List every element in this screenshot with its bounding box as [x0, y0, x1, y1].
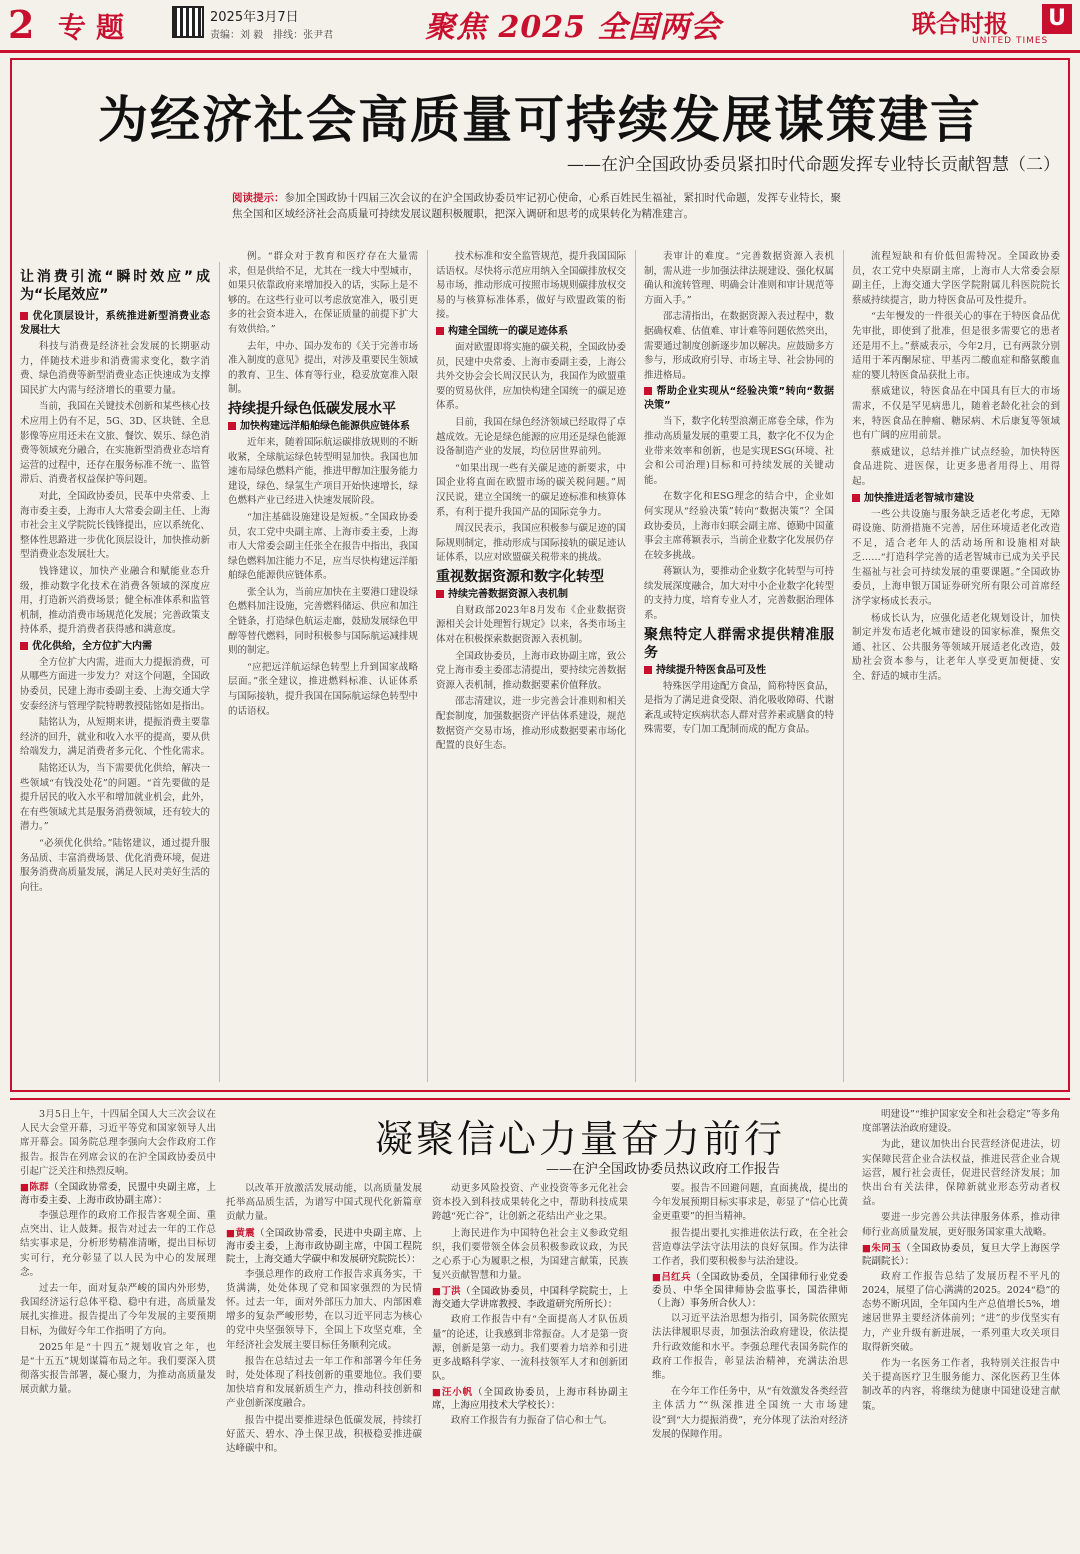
- paragraph: 政府工作报告有力振奋了信心和士气。: [451, 1415, 613, 1427]
- story1-column-4: [644, 250, 834, 1082]
- paragraph: “去年慢发的一件很关心的事在于特医食品优先审批，即使到了批准，但是很多需要它的患者还是用不上。”蔡威表示，今年2月，已有两款分别适用于苯丙酮尿症、甲基丙二酸血症和酪氨酸血症的婴儿特医食品获批上市。: [852, 311, 1060, 381]
- column-divider: [635, 250, 636, 1082]
- speaker-name: ■朱同玉: [862, 1242, 902, 1254]
- paragraph: “如果出现一些有关碳足迹的新要求，中国企业将直面在欧盟市场的碳关税问题。”周汉民说，建立全国统一的碳足迹标准和核算体系，有利于提升我国产品的国际竞争力。: [436, 462, 626, 518]
- column-divider: [219, 262, 220, 1082]
- paragraph: 以改革开放激活发展动能，以高质量发展托举高品质生活，为谱写中国式现代化新篇章贡献力量。: [226, 1183, 422, 1223]
- paragraph: 上海民进作为中国特色社会主义参政党组织，我们要带领全体会员积极参政议政，为民之心系于心为履职之根，为国建言献策，民族复兴贡献智慧和力量。: [432, 1227, 628, 1282]
- speaker-title: （全国政协委员，复旦大学上海医学院副院长）：: [862, 1242, 1060, 1267]
- section-title: 专题: [58, 11, 135, 44]
- subheading: 加快推进适老智城市建设: [852, 492, 1060, 506]
- story2-column-5: [862, 1108, 1060, 1548]
- paragraph: 以习近平法治思想为指引，国务院依照宪法法律履职尽责，加强法治政府建设，依法提升行政效能和水平。李强总理代表国务院作的政府工作报告，彰显法治精神，充满法治思维。: [652, 1313, 848, 1382]
- newspaper-brand-en: UNITED TIMES: [972, 36, 1049, 46]
- story2-column-2: [226, 1182, 422, 1548]
- story1-subtitle: ——在沪全国政协委员紧扣时代命题发挥专业特长贡献智慧（二）: [567, 155, 1060, 175]
- section-heading: 聚焦特定人群需求提供精准服务: [644, 626, 834, 661]
- section-divider: [10, 1098, 1070, 1100]
- qr-code-icon: [172, 6, 204, 38]
- paragraph: 李强总理作的政府工作报告客观全面、重点突出、让人鼓舞。报告对过去一年的工作总结实事求是，分析形势精准清晰，提出目标切实可行，充分彰显了以人民为中心的发展理念。: [20, 1210, 216, 1278]
- paragraph: 一些公共设施与服务缺乏适老化考虑，无障碍设施、防滑措施不完善，居住环境适老化改造不足，适合老年人的活动场所和设施相对缺乏……“打造科学完善的适老智城市已成为关乎民生福祉与社会可持续发展的重要课题。”全国政协委员，上海申银万国证券研究所有限公司首席经济学家杨成长表示。: [852, 508, 1060, 608]
- paragraph: “加注基础设施建设是短板。”全国政协委员，农工党中央副主席、上海市委主委，上海市人大常委会副主任张全在报告中指出，我国绿色燃料加注能力不足，应当尽快构建远洋船舶绿色能源供应链体系。: [228, 511, 418, 582]
- paragraph: 对此，全国政协委员，民革中央常委、上海市委主委，上海市人大常委会副主任、上海市社会主义学院院长钱锋提出，应以系统化、整体性思路进一步优化顶层设计，加快推动新型消费业态发展壮大。: [20, 490, 210, 561]
- paragraph: 3月5日上午，十四届全国人大三次会议在人民大会堂开幕，习近平等党和国家领导人出席开幕会。国务院总理李强向大会作政府工作报告。报告在列席会议的在沪全国政协委员中引起广泛关注和热烈反响。: [20, 1109, 216, 1177]
- story1-title: 为经济社会高质量可持续发展谋策建言: [98, 91, 982, 149]
- paragraph: 钱锋建议，加快产业融合和赋能业态升级，推动数字化技术在消费各领域的深度应用，打造新兴消费场景；健全标准体系和监管机制，推动消费市场规范化发展；完善政策支持体系，提升消费者获得感和满意度。: [20, 565, 210, 636]
- speaker-byline: [432, 1285, 628, 1311]
- speaker-title: （全国政协常委，民盟中央副主席，上海市委主委、上海市政协副主席）：: [20, 1182, 216, 1207]
- paragraph: 动更多风险投资、产业投资等多元化社会资本投入到科技成果转化之中，帮助科技成果跨越“死亡谷”，让创新之花结出产业之果。: [432, 1183, 628, 1223]
- subheading: 持续提升特医食品可及性: [644, 664, 834, 678]
- paragraph: 报告在总结过去一年工作和部署今年任务时，处处体现了科技创新的重要地位。我们要加快培育和发展新质生产力，推动科技创新和产业创新深度融合。: [226, 1355, 422, 1410]
- paragraph: 蒋颖认为，要推动企业数字化转型与可持续发展深度融合，加大对中小企业数字化转型的支持力度，培育专业人才，完善数据治理体系。: [644, 566, 834, 622]
- paragraph: 全方位扩大内需，进而大力提振消费，可从哪些方面进一步发力？对这个问题，全国政协委员，民建上海市委副主委、上海交通大学安泰经济与管理学院特聘教授陆铭如是指出。: [20, 656, 210, 712]
- paragraph: 邵志清指出，在数据资源入表过程中，数据确权难、估值难、审计难等问题依然突出，需要通过制度创新逐步加以解决。应鼓励多方参与，形成政府引导、市场主导、社会协同的推进格局。: [644, 311, 834, 381]
- paragraph: 张全认为，当前应加快在主要港口建设绿色燃料加注设施，完善燃料储运、供应和加注全链条，打造绿色航运走廊，鼓励发展绿色甲醇等替代燃料，同时积极参与国际航运减排规则的制定。: [228, 586, 418, 657]
- story1-column-1: [20, 262, 210, 1082]
- paragraph: “必须优化供给。”陆铭建议，通过提升服务品质、丰富消费场景、优化消费环境，促进服务消费高质量发展，满足人民对美好生活的向往。: [20, 838, 210, 893]
- paragraph: 报告提出要扎实推进依法行政，在全社会营造尊法学法守法用法的良好氛围。作为法律工作者，我们要积极参与法治建设。: [652, 1227, 848, 1268]
- story2-column-3: [432, 1182, 628, 1548]
- paragraph: 政府工作报告中有“全面提高人才队伍质量”的论述，让我感到非常振奋。人才是第一资源，创新是第一动力。我们要着力培养和引进更多战略科学家、一流科技领军人才和创新团队。: [432, 1314, 628, 1383]
- paragraph: 过去一年，面对复杂严峻的国内外形势，我国经济运行总体平稳、稳中有进，高质量发展扎实推进。报告提出了今年发展的主要预期目标，为做好今年工作指明了方向。: [20, 1283, 216, 1337]
- speaker-name: ■丁洪: [432, 1286, 462, 1298]
- paragraph: 在今年工作任务中，从“有效激发各类经营主体活力”“纵深推进全国统一大市场建设”到“大力提振消费”，充分体现了法治对经济发展的保障作用。: [652, 1386, 848, 1440]
- paragraph: 蔡威建议，总结并推广试点经验，加快特医食品进院、进医保，让更多患者用得上、用得起。: [852, 446, 1060, 487]
- story1-column-5: [852, 250, 1060, 1082]
- paragraph: 科技与消费是经济社会发展的长期驱动力，伴随技术进步和消费需求变化，数字消费、绿色消费等新型消费业态正快速成为支撑国民扩大内需与经济增长的重要力量。: [20, 341, 210, 396]
- paragraph: 当前，我国在关键技术创新和某些核心技术应用上仍有不足，5G、3D、区块链、全息影像等应用还未在文旅、餐饮、娱乐、绿色消费等领域充分融合，在实施新型消费业态培育运营的过程中，还存在服务标准不统一、监管滞后、消费者权益保护等问题。: [20, 401, 210, 486]
- paragraph: 特殊医学用途配方食品，简称特医食品，是指为了满足进食受限、消化吸收障碍、代谢紊乱或特定疾病状态人群对营养素或膳食的特殊需要，专门加工配制而成的配方食品。: [644, 680, 834, 736]
- paragraph: 自财政部2023年8月发布《企业数据资源相关会计处理暂行规定》以来，各类市场主体对在积极探索数据资源入表机制。: [436, 604, 626, 646]
- subheading: 构建全国统一的碳足迹体系: [436, 325, 626, 339]
- speaker-byline: [20, 1181, 216, 1207]
- subheading: 加快构建远洋船舶绿色能源供应链体系: [228, 420, 418, 434]
- paragraph: 当下，数字化转型浪潮正席卷全球，作为推动高质量发展的重要工具，数字化不仅为企业带来效率和创新，也是实现ESG(环境、社会和公司治理)目标和可持续发展的关键动能。: [644, 416, 834, 486]
- paragraph: 周汉民表示，我国应积极参与碳足迹的国际规则制定，推动形成与国际接轨的碳足迹认证体系，以应对欧盟碳关税带来的挑战。: [436, 523, 626, 564]
- paragraph: 表审计的难度。“完善数据资源入表机制，需从进一步加强法律法规建设、强化权属确认和流转管理、明确会计准则和审计规范等方面入手。”: [644, 251, 834, 306]
- subheading: 优化顶层设计，系统推进新型消费业态发展壮大: [20, 311, 210, 336]
- paragraph: 要。报告不回避问题，直面挑战，提出的今年发展预期目标实事求是，彰显了“信心比黄金更重要”的担当精神。: [652, 1183, 848, 1223]
- paragraph: 在数字化和ESG理念的结合中，企业如何实现从“经验决策”转向“数据决策”？全国政协委员，上海市妇联会副主席、德勤中国董事会主席蒋颖表示，当前企业数字化发展仍存在较多挑战。: [644, 491, 834, 561]
- paragraph: 蔡威建议，特医食品在中国具有巨大的市场需求，不仅是罕见病患儿，随着老龄化社会的到来，特医食品在肿瘤、糖尿病、术后康复等领域也有广阔的应用前景。: [852, 386, 1060, 442]
- paragraph: 要进一步完善公共法律服务体系，推动律师行业高质量发展，更好服务国家重大战略。: [862, 1212, 1060, 1238]
- speaker-title: （全国政协委员，全国律师行业党委委员、中华全国律师协会监事长，国浩律师（上海）事务所合伙人）：: [652, 1272, 848, 1310]
- speaker-name: ■陈群: [20, 1182, 50, 1194]
- paragraph: 陆铭认为，从短期来讲，提振消费主要靠经济的回升，就业和收入水平的提高，要从供给端发力，满足消费者多元化、个性化需求。: [20, 717, 210, 758]
- speaker-byline: [862, 1242, 1060, 1268]
- story2-column-1: [20, 1108, 216, 1548]
- lead-tag: 阅读提示：: [232, 192, 285, 204]
- subheading: 优化供给，全方位扩大内需: [20, 640, 210, 654]
- paragraph: 去年，中办、国办发布的《关于完善市场准入制度的意见》提出，对涉及重要民生领域的教育、卫生、体育等行业，稳妥放宽准入限制。: [228, 340, 418, 396]
- paragraph: 技术标准和安全监管规范，提升我国国际话语权。尽快将示范应用纳入全国碳排放权交易市场，推动形成可按照市场规则碳排放权交易的与核算标准体系，做好与欧盟政策的衔接。: [436, 251, 626, 321]
- paragraph: 明建设”“维护国家安全和社会稳定”等多角度部署法治政府建设。: [862, 1109, 1060, 1135]
- paragraph: 全国政协委员，上海市政协副主席，致公党上海市委主委邵志清提出，要持续完善数据资源入表机制，推动数据要素价值释放。: [436, 650, 626, 691]
- paragraph: 近年来，随着国际航运碳排放规则的不断收紧，全球航运绿色转型明显加快。我国也加速布局绿色燃料产能，推进甲醇加注服务能力建设，绿色、绿氢生产项目开始快速增长，绿色燃料产业已经进入快速发展阶段。: [228, 436, 418, 507]
- editors-credit: 责编：刘 毅 排线：张尹君: [210, 30, 334, 41]
- paragraph: 面对欧盟即将实施的碳关税，全国政协委员，民建中央常委、上海市委副主委，上海公共外交协会会长周汉民认为，我国作为欧盟重要的贸易伙伴，应加快构建全国统一的碳足迹体系。: [436, 341, 626, 412]
- paragraph: 流程短缺和有价低但需特况。全国政协委员，农工党中央原副主席，上海市人大常委会原副主任，上海交通大学医学院附属儿科医院院长蔡威持续提言，助力特医食品可及性提升。: [852, 251, 1060, 306]
- paragraph: 政府工作报告总结了发展历程不平凡的2024，展望了信心满满的2025。2024“稳”的态势不断巩固，全年国内生产总值增长5%，增速居世界主要经济体前列；“进”的步伐坚实有力，产业升级有新进展，一系列重大攻关项目取得新突破。: [862, 1270, 1060, 1353]
- masthead: [0, 0, 1080, 53]
- column-divider: [427, 250, 428, 1082]
- speaker-byline: [652, 1271, 848, 1310]
- paragraph: “应把远洋航运绿色转型上升到国家战略层面。”张全建议，推进燃料标准、认证体系与国际接轨，提升我国在国际航运绿色转型中的话语权。: [228, 661, 418, 717]
- paragraph: 2025年是“十四五”规划收官之年，也是“十五五”规划谋篇布局之年。我们要深入贯彻落实报告部署，凝心聚力，为推动高质量发展贡献力量。: [20, 1341, 216, 1396]
- speaker-name: ■汪小帆: [432, 1387, 474, 1399]
- paragraph: 李强总理作的政府工作报告求真务实，干货满满，处处体现了党和国家强烈的为民情怀。过去一年，面对外部压力加大、内部困难增多的复杂严峻形势，在以习近平同志为核心的党中央坚强领导下，全国上下攻坚克难，全年经济社会发展主要目标任务顺利完成。: [226, 1268, 422, 1351]
- subheading: 持续完善数据资源入表机制: [436, 588, 626, 602]
- lead-text: 参加全国政协十四届三次会议的在沪全国政协委员牢记初心使命，心系百姓民生福祉，紧扣时代命题，发挥专业特长，聚焦全国和区域经济社会高质量可持续发展议题积极履职，把深入调研和思考的成果转化为精准建言。: [232, 192, 841, 220]
- paragraph: 为此，建议加快出台民营经济促进法，切实保障民营企业合法权益，推进民营企业合规运营，履行社会责任，促进民营经济发展；加快出台有关法律，保障新就业形态劳动者权益。: [862, 1139, 1060, 1208]
- story2-column-4: [652, 1182, 848, 1548]
- story1-column-2: [228, 250, 418, 1082]
- paragraph: 陆铭还认为，当下需要优化供给，解决一些领域“有钱没处花”的问题。“首先要做的是提升居民的收入水平和增加就业机会，此外，在有些领域尤其是服务消费领域，还有较大的潜力。”: [20, 763, 210, 833]
- paragraph: 报告中提出要推进绿色低碳发展，持续打好蓝天、碧水、净土保卫战，积极稳妥推进碳达峰碳中和。: [226, 1414, 422, 1455]
- speaker-byline: [226, 1227, 422, 1266]
- speaker-name: ■黄震: [226, 1227, 256, 1239]
- speaker-title: （全国政协委员，中国科学院院士，上海交通大学讲席教授、李政道研究所所长）：: [432, 1286, 628, 1311]
- paragraph: 杨成长认为，应强化适老化规划设计，加快制定并发布适老化城市建设的国家标准，聚焦交通、社区、公共服务等领域开展适老化改造，鼓励社会资本参与，让老年人享受更加便捷、安全、舒适的城市生活。: [852, 612, 1060, 683]
- story2-title: 凝聚信心力量奋力前行: [374, 1117, 785, 1161]
- subheading: 帮助企业实现从“经验决策”转向“数据决策”: [644, 386, 834, 412]
- paragraph: 作为一名医务工作者，我特别关注报告中关于提高医疗卫生服务能力、深化医药卫生体制改革的内容，将继续为健康中国建设建言献策。: [862, 1358, 1060, 1412]
- issue-date: 2025年3月7日: [210, 10, 299, 25]
- story2-subtitle: ——在沪全国政协委员热议政府工作报告: [545, 1162, 780, 1177]
- speaker-name: ■吕红兵: [652, 1272, 691, 1284]
- paragraph: 邵志清建议，进一步完善会计准则和相关配套制度，加强数据资产评估体系建设，规范数据资产交易市场，推动形成数据要素市场化配置的良好生态。: [436, 696, 626, 752]
- page-number: 2: [8, 2, 35, 47]
- brand-logo-icon: U: [1042, 4, 1072, 34]
- section-heading: 重视数据资源和数字化转型: [436, 568, 604, 585]
- speaker-byline: [432, 1386, 628, 1412]
- speaker-title: （全国政协常委，民进中央副主席、上海市委主委，上海市政协副主席，中国工程院院士，上海交通大学碳中和发展研究院院长）：: [226, 1227, 422, 1265]
- column-heading: 让消费引流“瞬时效应”成为“长尾效应”: [20, 269, 210, 303]
- section-heading: 持续提升绿色低碳发展水平: [228, 400, 396, 417]
- story1-column-3: [436, 250, 626, 1082]
- story1-lead: [232, 190, 844, 222]
- speaker-title: （全国政协委员，上海市科协副主席，上海应用技术大学校长）：: [432, 1387, 628, 1412]
- topic-banner: 聚焦 2025 全国两会: [425, 10, 722, 45]
- column-divider: [843, 250, 844, 1082]
- paragraph: 目前，我国在绿色经济领域已经取得了卓越成效。无论是绿色能源的应用还是绿色能源设备制造产业的发展，均位居世界前列。: [436, 416, 626, 458]
- newspaper-brand: 联合时报: [912, 9, 1008, 38]
- paragraph: 例。“群众对于教育和医疗存在大量需求，但是供给不足，尤其在一线大中型城市，如果只依靠政府来增加投入的话，实际上是不够的。在这些行业可以考虑放宽准入，吸引更多的社会资本进入，在保证质量的前提下扩大有效供给。”: [228, 251, 418, 335]
